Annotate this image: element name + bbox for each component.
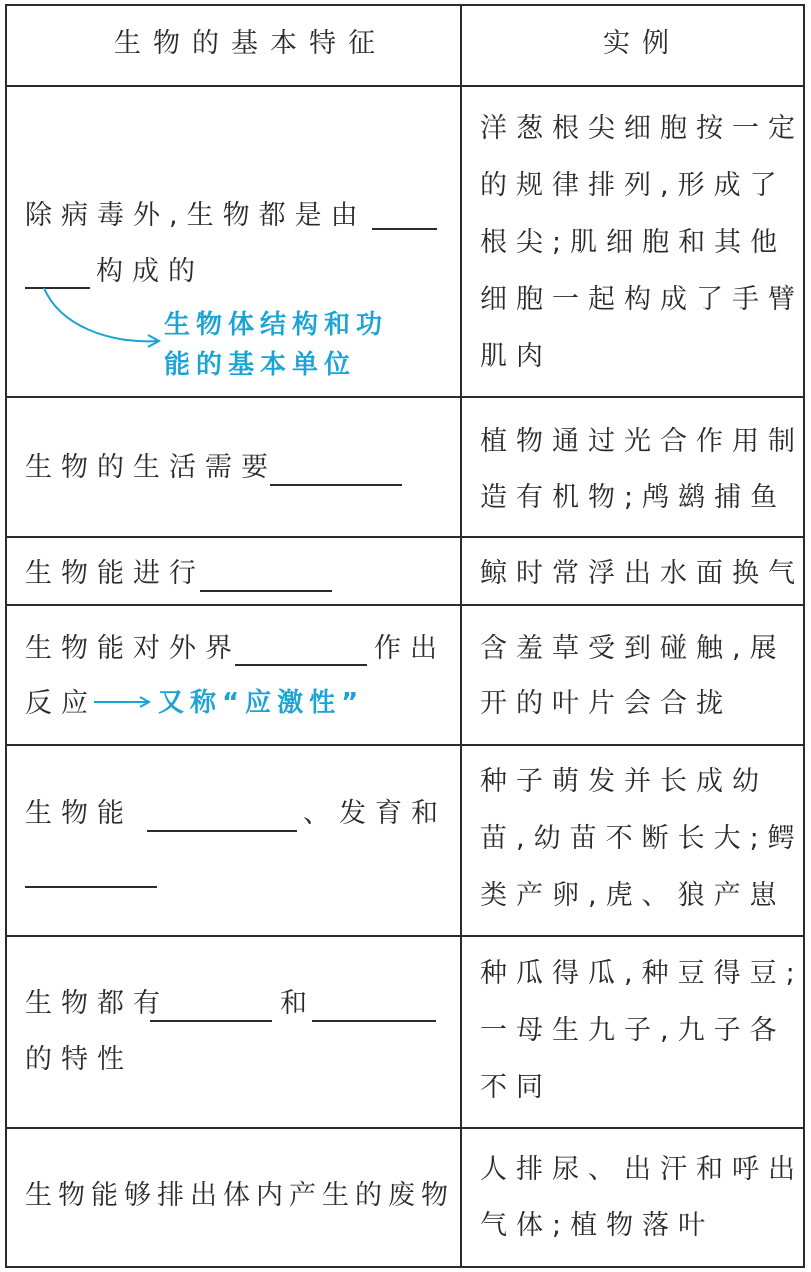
example-text: 根尖;肌细胞和其他 [480,227,787,258]
example-text: 鲸时常浮出水面换气 [480,558,804,589]
feature-text: 除病毒外,生物都是由 [25,200,367,231]
annotation-arrow-icon [40,286,165,356]
header-feature: 生物的基本特征 [114,28,387,59]
row-divider [7,1127,803,1129]
feature-text: 和 [280,988,316,1019]
row-divider [7,744,803,746]
example-text: 类产卵,虎、狼产崽 [480,880,786,911]
answer-blank [200,590,332,592]
row-divider [7,536,803,538]
example-text: 含羞草受到碰触,展 [480,633,786,664]
feature-text: 的特性 [25,1044,133,1075]
answer-blank [312,1020,436,1022]
example-text: 植物通过光合作用制 [480,426,804,457]
answer-blank [372,228,437,230]
row-divider [7,396,803,398]
example-text: 肌肉 [480,341,552,372]
feature-text: 构成的 [96,256,204,287]
example-text: 不同 [480,1072,552,1103]
feature-text: 生物能 [25,798,133,829]
header-example: 实例 [603,28,681,59]
annotation-note: 生物体结构和功 [164,310,389,340]
row-divider [7,935,803,937]
example-text: 人排尿、出汗和呼出 [480,1154,804,1185]
feature-text: 反应 [25,688,97,719]
row-divider [7,85,803,87]
answer-blank [147,830,297,832]
example-text: 洋葱根尖细胞按一定 [480,113,804,144]
example-text: 苗,幼苗不断长大;鳄 [480,823,804,854]
example-text: 种子萌发并长成幼 [480,766,768,797]
feature-text: 作出 [374,633,446,664]
feature-text: 、发育和 [303,798,447,829]
feature-text: 生物能对外界 [25,633,241,664]
annotation-note: 能的基本单位 [164,350,357,380]
example-text: 开的叶片会合拢 [480,688,732,719]
example-text: 一母生九子,九子各 [480,1015,786,1046]
example-text: 细胞一起构成了手臂 [480,284,804,315]
feature-text: 生物能够排出体内产生的废物 [25,1180,454,1211]
feature-text: 生物的生活需要 [25,452,277,483]
example-text: 气体;植物落叶 [480,1210,715,1241]
annotation-arrow-icon [92,694,154,710]
answer-blank [150,1020,272,1022]
feature-text: 生物能进行 [25,558,205,589]
answer-blank [235,664,367,666]
example-text: 造有机物;鸬鹚捕鱼 [480,482,787,513]
example-text: 种瓜得瓜,种豆得豆; [480,958,804,989]
annotation-note: 又称“应激性” [158,688,365,718]
feature-text: 生物都有 [25,988,169,1019]
column-divider [460,6,462,1266]
answer-blank [270,484,402,486]
example-text: 的规律排列,形成了 [480,170,786,201]
row-divider [7,604,803,606]
answer-blank [25,886,157,888]
